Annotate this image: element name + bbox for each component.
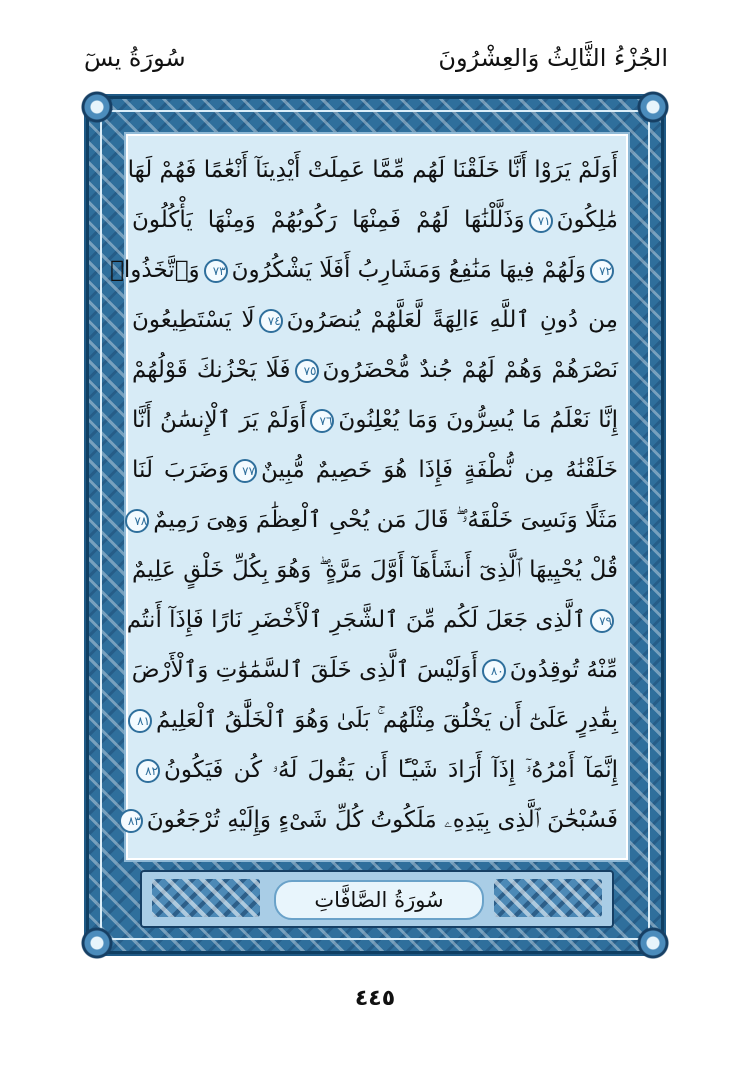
verse-text: فَلَا يَحْزُنكَ قَوْلُهُمْ	[132, 357, 291, 383]
verse-number-marker: ٧٩	[590, 609, 614, 633]
verse-text: أَوَلَمْ يَرَوْا أَنَّا خَلَقْنَا لَهُم مِّمَّا عَمِلَتْ أَيْدِينَآ أَنْعَٰمًا فَهُمْ لَهَا	[127, 157, 618, 183]
verse-text: مَٰلِكُونَ	[556, 207, 618, 233]
corner-rosette-icon	[80, 926, 114, 960]
verse-text: إِنَّمَآ أَمْرُهُۥٓ إِذَآ أَرَادَ شَيْـًٔا أَن يَقُولَ لَهُۥ كُن فَيَكُونُ	[164, 757, 618, 783]
verse-line-12	[132, 700, 618, 740]
verse-line-13	[132, 750, 618, 790]
verse-text: أَوَلَمْ يَرَ ٱلْإِنسَٰنُ أَنَّا	[132, 407, 307, 433]
banner-pattern-right	[494, 879, 602, 917]
verse-line-7	[132, 450, 618, 490]
verse-text: فَسُبْحَٰنَ ٱلَّذِى بِيَدِهِۦ مَلَكُوتُ كُلِّ شَىْءٍ وَإِلَيْهِ تُرْجَعُونَ	[146, 807, 618, 833]
next-surah-title: سُورَةُ الصَّافَّاتِ	[314, 888, 444, 912]
verse-number-marker: ٧٢	[590, 259, 614, 283]
verse-line-4	[132, 300, 618, 340]
verse-line-5	[132, 350, 618, 390]
corner-rosette-icon	[636, 90, 670, 124]
verse-text: أَوَلَيْسَ ٱلَّذِى خَلَقَ ٱلسَّمَٰوَٰتِ وَٱلْأَرْضَ	[131, 657, 478, 683]
banner-cartouche	[274, 880, 484, 920]
page-number: ٤٤٥	[354, 986, 396, 1011]
verse-text: وَضَرَبَ لَنَا	[132, 457, 230, 483]
corner-rosette-icon	[80, 90, 114, 124]
verse-number-marker: ٧٨	[125, 509, 149, 533]
verse-line-10	[126, 600, 618, 640]
verse-number-marker: ٨١	[128, 709, 152, 733]
juz-header: الجُزْءُ الثَّالِثُ وَالعِشْرُونَ	[438, 44, 668, 72]
verse-line-11	[132, 650, 618, 690]
verse-line-9	[132, 550, 618, 590]
verse-line-2	[132, 200, 618, 240]
verse-number-marker: ٧٥	[295, 359, 319, 383]
verse-number-marker: ٨٣	[119, 809, 143, 833]
surah-header: سُورَةُ يسٓ	[84, 44, 186, 72]
verse-text: وَذَلَّلْنَٰهَا لَهُمْ فَمِنْهَا رَكُوبُهُمْ وَمِنْهَا يَأْكُلُونَ	[132, 207, 525, 233]
verse-line-14	[127, 800, 618, 840]
verse-text: وَٱتَّخَذُوا۟	[110, 257, 200, 283]
verse-number-marker: ٧٧	[233, 459, 257, 483]
verse-number-marker: ٧٤	[259, 309, 283, 333]
banner-pattern-left	[152, 879, 260, 917]
verse-text: ٱلَّذِى جَعَلَ لَكُم مِّنَ ٱلشَّجَرِ ٱلْأَخْضَرِ نَارًا فَإِذَآ أَنتُم	[126, 607, 586, 633]
verse-line-6	[132, 400, 618, 440]
verse-number-marker: ٧٣	[204, 259, 228, 283]
verse-text: بِقَٰدِرٍ عَلَىٰٓ أَن يَخْلُقَ مِثْلَهُم ۚ بَلَىٰ وَهُوَ ٱلْخَلَّٰقُ ٱلْعَلِيمُ	[156, 707, 618, 733]
next-surah-banner	[140, 870, 614, 928]
verse-line-3	[110, 250, 618, 290]
verse-text: خَلَقْنَٰهُ مِن نُّطْفَةٍ فَإِذَا هُوَ خَصِيمٌ مُّبِينٌ	[261, 457, 619, 483]
verse-text: وَلَهُمْ فِيهَا مَنَٰفِعُ وَمَشَارِبُ أَفَلَا يَشْكُرُونَ	[231, 257, 586, 283]
verse-text: مَثَلًا وَنَسِىَ خَلْقَهُۥ ۖ قَالَ مَن يُحْىِ ٱلْعِظَٰمَ وَهِىَ رَمِيمٌ	[153, 507, 618, 533]
verse-number-marker: ٧٦	[310, 409, 334, 433]
verse-text: قُلْ يُحْيِيهَا ٱلَّذِىٓ أَنشَأَهَآ أَوَّلَ مَرَّةٍ ۖ وَهُوَ بِكُلِّ خَلْقٍ عَلِيمٌ	[132, 557, 618, 583]
corner-rosette-icon	[636, 926, 670, 960]
verse-text: نَصْرَهُمْ وَهُمْ لَهُمْ جُندٌ مُّحْضَرُونَ	[322, 357, 618, 383]
verse-number-marker: ٧١	[529, 209, 553, 233]
verse-text: مِن دُونِ ٱللَّهِ ءَالِهَةً لَّعَلَّهُمْ يُنصَرُونَ	[286, 307, 618, 333]
verse-number-marker: ٨٢	[136, 759, 160, 783]
verse-text: لَا يَسْتَطِيعُونَ	[132, 307, 255, 333]
verse-text: إِنَّا نَعْلَمُ مَا يُسِرُّونَ وَمَا يُعْلِنُونَ	[338, 407, 618, 433]
verse-line-8	[132, 500, 618, 540]
verse-text: مِّنْهُ تُوقِدُونَ	[509, 657, 618, 683]
verse-number-marker: ٨٠	[482, 659, 506, 683]
verse-line-1	[127, 150, 618, 190]
